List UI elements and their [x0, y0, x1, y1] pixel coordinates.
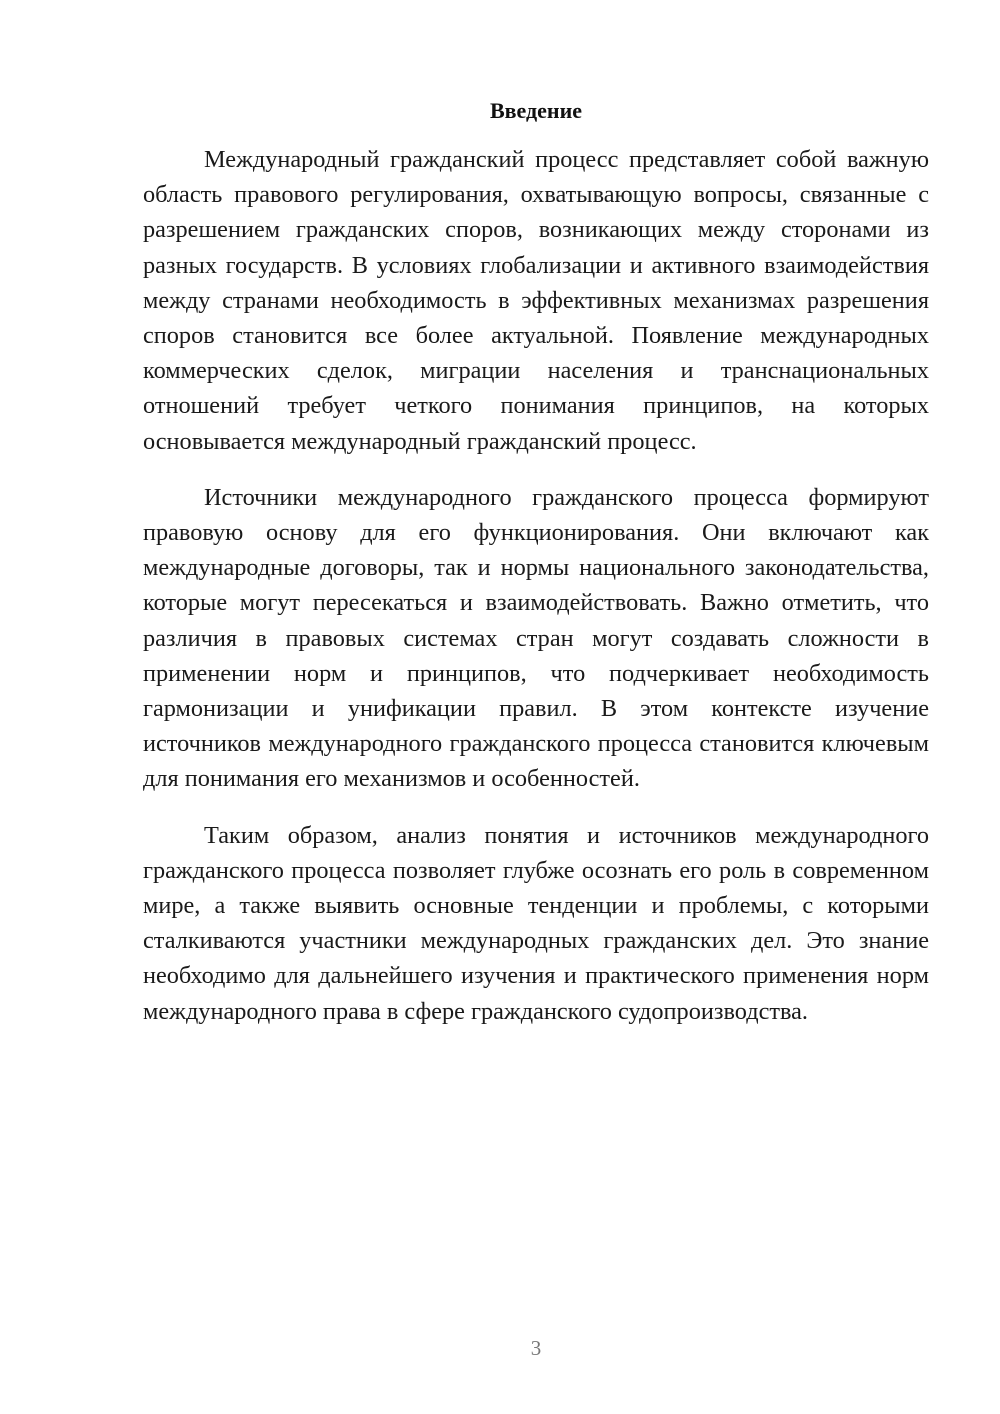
page-number: 3	[530, 1336, 542, 1360]
paragraph-1: Международный гражданский процесс представляет собой важную область правового регулирования, охватывающую вопросы, связанные с разрешением гражданских споров, возникающих между сторонами из разных государств. В условиях глобализации и активного взаимодействия между странами необходимость в эффективных механизмах разрешения споров становится все более актуальной. Появление международных коммерческих сделок, миграции населения и транснациональных отношений требует четкого понимания принципов, на которых основывается международный гражданский процесс.	[143, 146, 929, 455]
paragraph-3: Таким образом, анализ понятия и источников международного гражданского процесса позволяет глубже осознать его роль в современном мире, а также выявить основные тенденции и проблемы, с которыми сталкиваются участники международных гражданских дел. Это знание необходимо для дальнейшего изучения и практического применения норм международного права в сфере гражданского судопроизводства.	[143, 821, 929, 1025]
paragraph-2: Источники международного гражданского процесса формируют правовую основу для его функционирования. Они включают как международные договоры, так и нормы национального законодательства, которые могут пересекаться и взаимодействовать. Важно отметить, что различия в правовых системах стран могут создавать сложности в применении норм и принципов, что подчеркивает необходимость гармонизации и унификации правил. В этом контексте изучение источников международного гражданского процесса становится ключевым для понимания его механизмов и особенностей.	[143, 483, 929, 793]
section-heading: Введение	[489, 98, 583, 123]
document-body	[143, 142, 929, 1050]
